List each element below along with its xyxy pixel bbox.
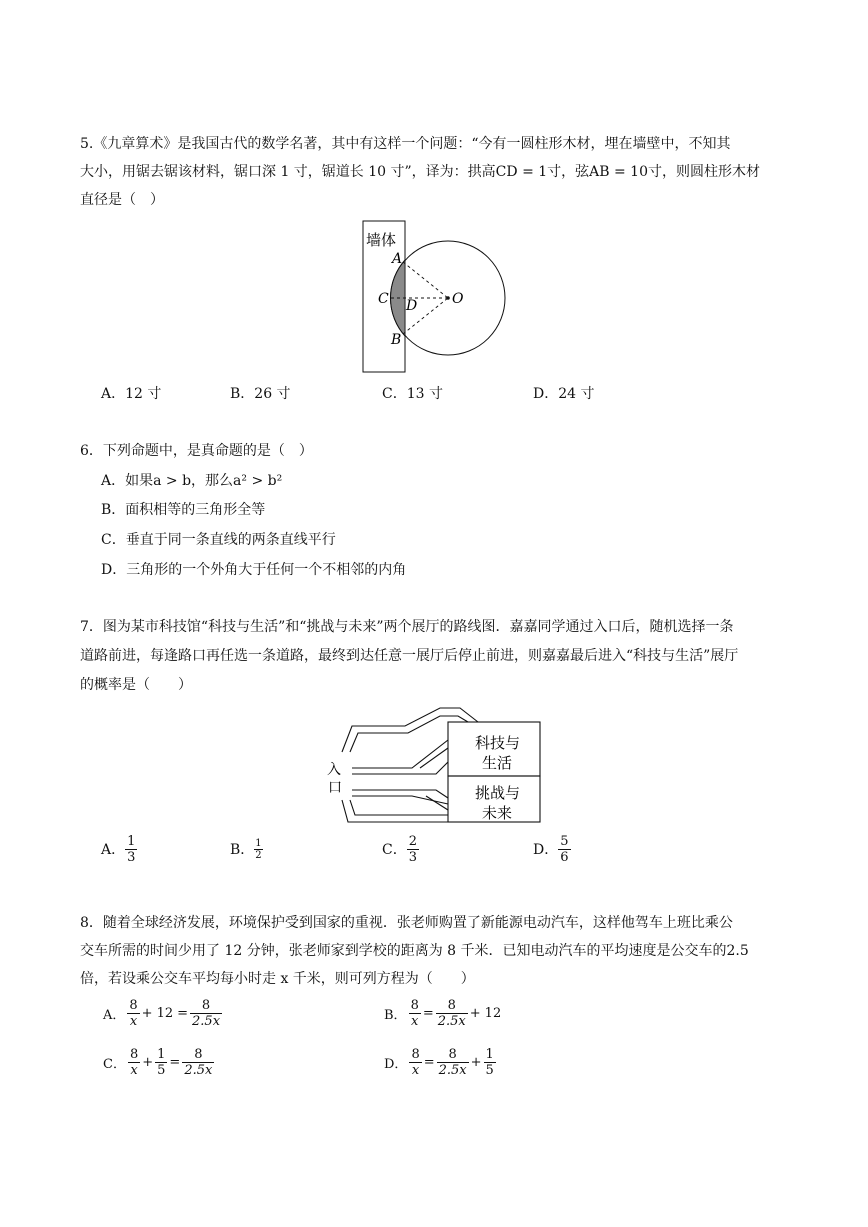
hall2-label-2: 未来 <box>482 804 513 822</box>
label-wall: 墙体 <box>366 231 397 249</box>
fraction: $\frac{1}{5}$ <box>157 1047 166 1078</box>
q8-option-c[interactable]: C． $\frac{8}{x}$ + $\frac{1}{5}$ = $\frac{8}{2.5x}$ <box>103 1047 213 1078</box>
q7-option-a[interactable]: A． $\frac{1}{3}$ <box>101 834 136 865</box>
fraction: $\frac{1}{2}$ <box>255 838 262 861</box>
hall1-label-1: 科技与 <box>475 734 521 752</box>
fraction: $\frac{8}{x}$ <box>129 998 138 1029</box>
q5-option-b[interactable]: B．26 寸 <box>230 386 291 402</box>
entrance-label-1: 入 <box>327 762 341 778</box>
q7-option-d[interactable]: D． $\frac{5}{6}$ <box>533 834 569 865</box>
q5-stem-line-1: 5.《九章算术》是我国古代的数学名著，其中有这样一个问题：“今有一圆柱形木材，埋在墙壁中，不知其 <box>80 136 731 152</box>
label-o: O <box>452 291 464 307</box>
q6-option-a[interactable]: A．如果a > b，那么a² > b² <box>101 473 283 489</box>
label-a: A <box>392 251 403 267</box>
q6-option-d[interactable]: D．三角形的一个外角大于任何一个不相邻的内角 <box>101 562 407 578</box>
q7-stem-line-2: 道路前进，每逢路口再任选一条道路，最终到达任意一展厅后停止前进，则嘉嘉最后进入“科技与生活”展厅 <box>80 648 739 664</box>
q7-stem-line-1: 7．图为某市科技馆“科技与生活”和“挑战与未来”两个展厅的路线图．嘉嘉同学通过入口后，随机选择一条 <box>80 619 734 635</box>
entrance-label-2: 口 <box>328 780 342 796</box>
label-d: D <box>406 298 418 314</box>
q5-option-a[interactable]: A．12 寸 <box>101 386 162 402</box>
q6-option-c[interactable]: C．垂直于同一条直线的两条直线平行 <box>101 532 336 548</box>
q6-stem: 6．下列命题中，是真命题的是（ ） <box>80 443 313 459</box>
fraction: $\frac{8}{2.5x}$ <box>192 998 221 1029</box>
q7-option-c[interactable]: C． $\frac{2}{3}$ <box>382 834 417 865</box>
q5-figure <box>355 215 515 380</box>
q8-stem-line-3: 倍，若设乘公交车平均每小时走 x 千米，则可列方程为（ ） <box>80 971 475 987</box>
label-b: B <box>391 332 402 348</box>
fraction: $\frac{8}{x}$ <box>129 1047 139 1078</box>
q7-option-b[interactable]: B． $\frac{1}{2}$ <box>230 838 262 861</box>
q8-stem-line-1: 8．随着全球经济发展，环境保护受到国家的重视．张老师购置了新能源电动汽车，这样他驾车上班比乘公 <box>80 915 733 931</box>
q8-option-d[interactable]: D． $\frac{8}{x}$ = $\frac{8}{2.5x}$ + $\frac{1}{5}$ <box>384 1047 494 1078</box>
q7-route-map <box>320 700 550 828</box>
q6-option-b[interactable]: B．面积相等的三角形全等 <box>101 502 266 518</box>
fraction: $\frac{8}{x}$ <box>410 998 419 1029</box>
q7-stem-line-3: 的概率是（ ） <box>80 677 192 693</box>
q5-option-d[interactable]: D．24 寸 <box>533 386 595 402</box>
q8-option-a[interactable]: A． $\frac{8}{x}$ + 12 = $\frac{8}{2.5x}$ <box>103 998 221 1029</box>
q5-option-c[interactable]: C．13 寸 <box>382 386 443 402</box>
fraction: $\frac{8}{2.5x}$ <box>184 1047 213 1078</box>
q5-stem-line-2: 大小，用锯去锯该材料，锯口深 1 寸，锯道长 10 寸”，译为：拱高CD = 1寸，弦AB = 10寸，则圆柱形木材 <box>80 164 760 180</box>
fraction: $\frac{8}{2.5x}$ <box>438 1047 467 1078</box>
hall2-label-1: 挑战与 <box>475 784 521 802</box>
q8-option-b[interactable]: B． $\frac{8}{x}$ = $\frac{8}{2.5x}$ + 12 <box>384 998 502 1029</box>
fraction: $\frac{2}{3}$ <box>408 834 417 865</box>
fraction: $\frac{8}{2.5x}$ <box>437 998 466 1029</box>
q5-stem-line-3: 直径是（ ） <box>80 192 164 208</box>
hall1-label-2: 生活 <box>482 754 513 772</box>
q8-stem-line-2: 交车所需的时间少用了 12 分钟，张老师家到学校的距离为 8 千米．已知电动汽车的平均速度是公交车的2.5 <box>80 943 749 959</box>
fraction: $\frac{5}{6}$ <box>560 834 569 865</box>
fraction: $\frac{1}{5}$ <box>485 1047 494 1078</box>
segment-ao <box>403 262 448 298</box>
fraction: $\frac{1}{3}$ <box>127 834 136 865</box>
fraction: $\frac{8}{x}$ <box>411 1047 420 1078</box>
label-c: C <box>378 291 389 307</box>
